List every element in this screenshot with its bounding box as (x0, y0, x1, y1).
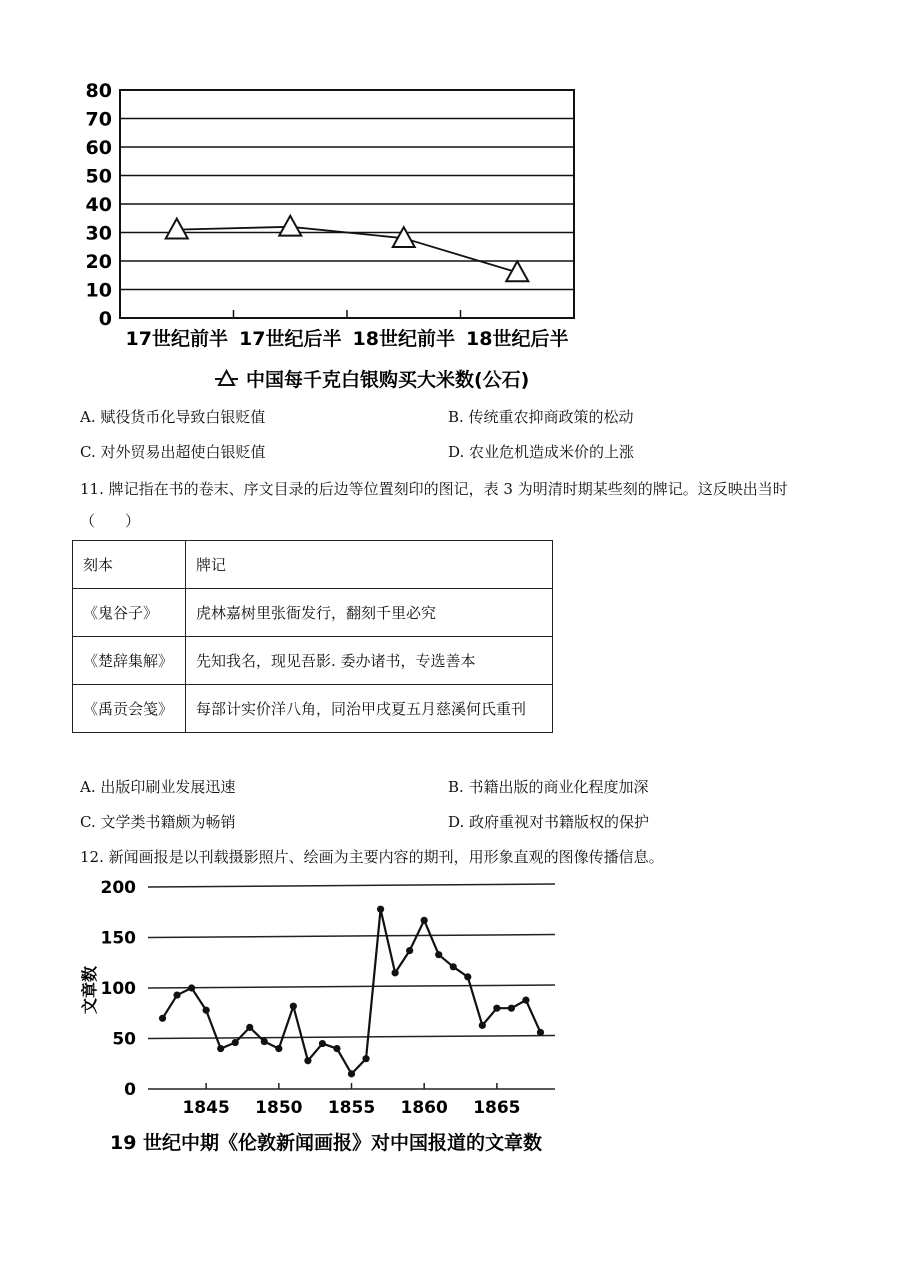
table-row (73, 589, 553, 637)
chart2-x-tick-label: 1850 (255, 1098, 303, 1118)
chart2-gridline (148, 935, 555, 938)
q11-option-a[interactable]: A. 出版印刷业发展迅速 (80, 778, 236, 796)
chart1-legend (215, 368, 529, 391)
chart1-point-marker (166, 219, 188, 239)
chart1-y-ticks (86, 80, 112, 330)
chart2-x-tick-label: 1860 (400, 1098, 448, 1118)
table-cell: 虎林嘉树里张衙发行，翻刻千里必究 (186, 589, 553, 637)
chart1-x-tick-label: 18世纪前半 (352, 328, 455, 350)
chart1-y-tick-label: 40 (85, 194, 112, 216)
chart2-point (508, 1005, 515, 1012)
chart1-series-line (177, 227, 518, 273)
q10-option-a[interactable]: A. 赋役货币化导致白银贬值 (80, 408, 266, 426)
chart2-point (348, 1070, 355, 1077)
chart2-point (290, 1003, 297, 1010)
chart1-point-marker (506, 261, 528, 281)
q11-option-d[interactable]: D. 政府重视对书籍版权的保护 (448, 813, 650, 831)
chart2-point (246, 1024, 253, 1031)
chart2-point (493, 1005, 500, 1012)
chart2-gridline (148, 985, 555, 988)
chart1-y-tick-label: 0 (98, 308, 112, 330)
table-cell: 《禹贡会笺》 (73, 685, 186, 733)
chart2-gridline (148, 1036, 555, 1039)
table-cell: 《楚辞集解》 (73, 637, 186, 685)
q11-stem: 11. 牌记指在书的卷末、序文目录的后边等位置刻印的图记，表 3 为明清时期某些刻的牌记。这反映出当时 (80, 480, 788, 498)
chart2-point (261, 1038, 268, 1045)
table-cell: 每部计实价洋八角，同治甲戌夏五月慈溪何氏重刊 (186, 685, 553, 733)
table-cell: 先知我名，现见吾影. 委办诸书，专选善本 (186, 637, 553, 685)
chart2-series (159, 906, 544, 1078)
q11-option-c[interactable]: C. 文学类书籍颇为畅销 (80, 813, 236, 831)
chart2-point (392, 969, 399, 976)
chart2-point (362, 1055, 369, 1062)
chart1-series (166, 216, 529, 281)
chart2-y-ticks (101, 878, 137, 1100)
chart2-x-tick-label: 1865 (473, 1098, 521, 1118)
chart2-y-tick-label: 50 (112, 1029, 136, 1050)
q10-option-b[interactable]: B. 传统重农抑商政策的松动 (448, 408, 634, 426)
legend-label: 中国每千克白银购买大米数(公石) (246, 369, 530, 391)
chart1-x-tick-label: 18世纪后半 (466, 328, 569, 350)
chart1-y-tick-label: 70 (85, 108, 112, 131)
chart1-grid (120, 90, 574, 318)
chart2-y-tick-label: 0 (124, 1080, 136, 1100)
chart2-point (304, 1057, 311, 1064)
chart2-point (435, 951, 442, 958)
chart2-grid (148, 884, 555, 1089)
chart2-point (188, 984, 195, 991)
chart2-point (464, 973, 471, 980)
chart1-y-tick-label: 10 (85, 279, 112, 302)
chart2-point (479, 1022, 486, 1029)
plaque-table (72, 540, 553, 733)
chart2-y-tick-label: 200 (100, 878, 136, 898)
q12-stem: 12. 新闻画报是以刊载摄影照片、绘画为主要内容的期刊，用形象直观的图像传播信息。 (80, 848, 664, 866)
chart2-point (203, 1007, 210, 1014)
chart2-x-tick-label: 1845 (182, 1098, 230, 1118)
table-row (73, 637, 553, 685)
chart2-point (333, 1045, 340, 1052)
chart2-y-tick-label: 150 (100, 928, 136, 949)
chart2-point (421, 917, 428, 924)
chart2-title: 19 世纪中期《伦敦新闻画报》对中国报道的文章数 (110, 1132, 543, 1154)
table-cell: 《鬼谷子》 (73, 589, 186, 637)
chart2-point (173, 991, 180, 998)
chart2-point (232, 1039, 239, 1046)
chart2-point (522, 997, 529, 1004)
chart1-x-ticks (126, 310, 569, 350)
chart2-x-tick-label: 1855 (327, 1098, 376, 1118)
chart1-y-tick-label: 60 (85, 137, 112, 159)
q11-answer-paren: （ ） (80, 512, 141, 530)
table-row (73, 685, 553, 733)
chart2-y-axis-label: 文章数 (80, 965, 99, 1015)
chart2-point (406, 947, 413, 954)
q10-option-d[interactable]: D. 农业危机造成米价的上涨 (448, 443, 635, 461)
table-header-row (73, 541, 553, 589)
q10-option-c[interactable]: C. 对外贸易出超使白银贬值 (80, 443, 266, 461)
q11-option-b[interactable]: B. 书籍出版的商业化程度加深 (448, 778, 649, 796)
chart2-point (159, 1015, 166, 1022)
chart1-y-tick-label: 30 (85, 222, 112, 245)
silver-rice-chart (80, 70, 600, 400)
chart1-y-tick-label: 80 (85, 80, 112, 102)
chart1-point-marker (279, 216, 301, 236)
chart2-point (537, 1029, 544, 1036)
chart2-point (377, 906, 384, 913)
chart2-point (217, 1045, 224, 1052)
table-header-edition: 刻本 (73, 541, 186, 589)
table-header-plaque: 牌记 (186, 541, 553, 589)
chart2-gridline (148, 884, 555, 887)
chart1-y-tick-label: 20 (85, 251, 112, 273)
chart2-point (319, 1040, 326, 1047)
chart1-x-tick-label: 17世纪后半 (239, 328, 342, 350)
news-articles-chart (60, 875, 580, 1165)
chart2-y-tick-label: 100 (100, 979, 136, 999)
chart2-point (275, 1045, 282, 1052)
chart1-x-tick-label: 17世纪前半 (125, 328, 228, 350)
chart1-y-tick-label: 50 (85, 165, 112, 188)
chart2-point (450, 963, 457, 970)
